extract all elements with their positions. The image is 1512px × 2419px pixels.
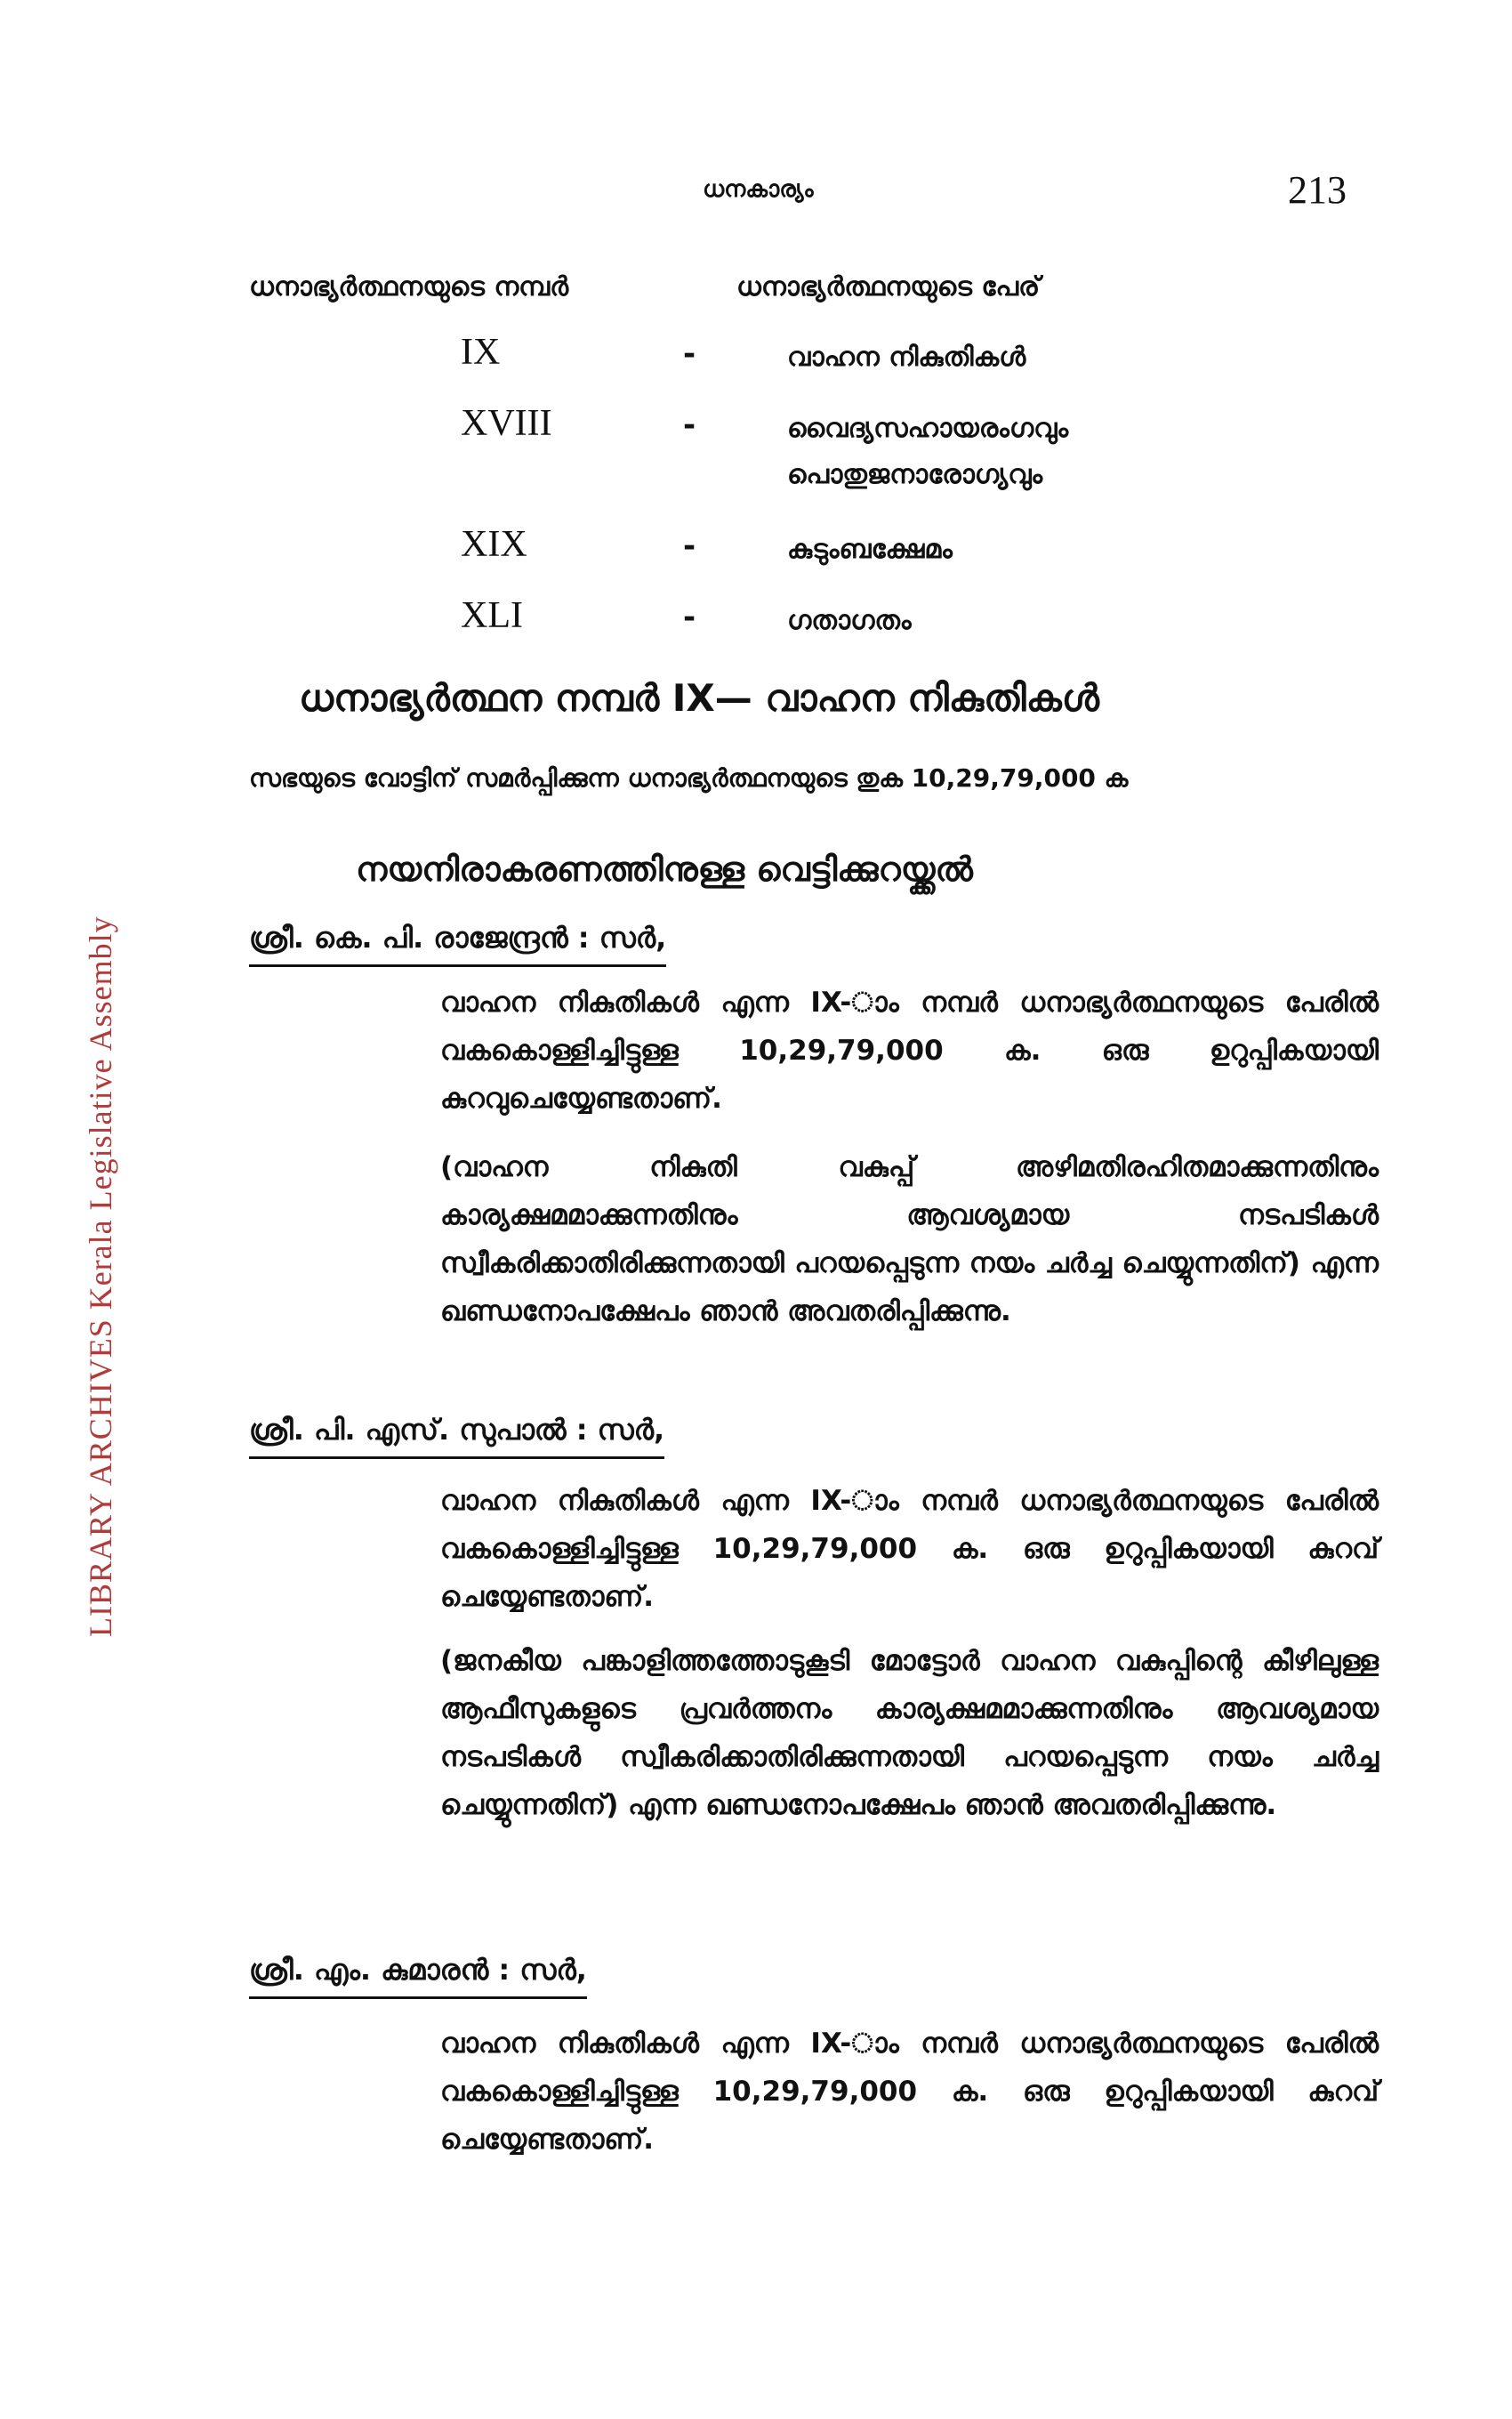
section-title: നയനിരാകരണത്തിനുള്ള വെട്ടിക്കുറയ്ക്കൽ: [356, 850, 973, 889]
demand-dash: -: [683, 528, 696, 564]
demand-number: XIX: [461, 524, 527, 565]
column-header-number: ധനാഭ്യർത്ഥനയുടെ നമ്പർ: [249, 271, 569, 302]
demand-dash: -: [683, 336, 696, 372]
cut-motion-text: വാഹന നികുതികൾ എന്ന IX-ാം നമ്പർ ധനാഭ്യർത്ഥനയുടെ പേരിൽ വകകൊള്ളിച്ചിട്ടുള്ള 10,29,79,000 ക. ഒരു ഉറുപ്പികയായി കുറവുചെയ്യേണ്ടതാണ്.: [440, 987, 1379, 1115]
cut-motion-text: വാഹന നികുതികൾ എന്ന IX-ാം നമ്പർ ധനാഭ്യർത്ഥനയുടെ പേരിൽ വകകൊള്ളിച്ചിട്ടുള്ള 10,29,79,000 ക. ഒരു ഉറുപ്പികയായി കുറവ് ചെയ്യേണ്ടതാണ്.: [440, 2028, 1379, 2156]
demand-amount-line: സഭയുടെ വോട്ടിന് സമർപ്പിക്കുന്ന ധനാഭ്യർത്ഥനയുടെ തുക 10,29,79,000 ക: [249, 763, 1129, 793]
demand-dash: -: [683, 407, 696, 443]
cut-motion-reason: (വാഹന നികുതി വകുപ്പ് അഴിമതിരഹിതമാക്കുന്നതിനും കാര്യക്ഷമമാക്കുന്നതിനും ആവശ്യമായ നടപടികൾ സ്വീകരിക്കാതിരിക്കുന്നതായി പറയപ്പെടുന്ന നയം ചർച്ച ചെയ്യുന്നതിന്) എന്ന ഖണ്ഡനോപക്ഷേപം ഞാൻ അവതരിപ്പിക്കുന്നു.: [440, 1151, 1379, 1327]
demand-dash: -: [683, 600, 696, 635]
demand-heading: ധനാഭ്യർത്ഥന നമ്പർ IX— വാഹന നികുതികൾ: [299, 676, 1099, 720]
cut-motion-reason: (ജനകീയ പങ്കാളിത്തത്തോടുകൂടി മോട്ടോർ വാഹന വകുപ്പിന്റെ കീഴിലുള്ള ആഫീസുകളുടെ പ്രവർത്തനം കാര്യക്ഷമമാക്കുന്നതിനും ആവശ്യമായ നടപടികൾ സ്വീകരിക്കാതിരിക്കുന്നതായി പറയപ്പെടുന്ന നയം ചർച്ച ചെയ്യുന്നതിന്) എന്ന ഖണ്ഡനോപക്ഷേപം ഞാൻ അവതരിപ്പിക്കുന്നു.: [440, 1645, 1379, 1821]
demand-name: ഗതാഗതം: [787, 605, 912, 636]
speaker-name: ശ്രീ. കെ. പി. രാജേന്ദ്രൻ : സർ,: [249, 921, 666, 967]
cut-motion-text: വാഹന നികുതികൾ എന്ന IX-ാം നമ്പർ ധനാഭ്യർത്ഥനയുടെ പേരിൽ വകകൊള്ളിച്ചിട്ടുള്ള 10,29,79,000 ക. ഒരു ഉറുപ്പികയായി കുറവ് ചെയ്യേണ്ടതാണ്.: [440, 1485, 1379, 1613]
demand-number: IX: [461, 332, 501, 373]
column-header-name: ധനാഭ്യർത്ഥനയുടെ പേര്: [736, 271, 1041, 302]
speaker-name: ശ്രീ. പി. എസ്. സുപാൽ : സർ,: [249, 1413, 664, 1459]
archive-watermark: LIBRARY ARCHIVES Kerala Legislative Assembly: [83, 915, 118, 1637]
demand-number: XVIII: [461, 403, 552, 444]
demand-name: വൈദ്യസഹായരംഗവും പൊതുജനാരോഗ്യവും: [787, 413, 1069, 490]
demand-number: XLI: [461, 595, 523, 636]
demand-name: വാഹന നികുതികൾ: [787, 342, 1026, 373]
speaker-name: ശ്രീ. എം. കുമാരൻ : സർ,: [249, 1953, 587, 1999]
running-title: ധനകാര്യം: [703, 176, 814, 203]
demand-name: കുടുംബക്ഷേമം: [787, 534, 953, 565]
page-number: 213: [1288, 168, 1347, 212]
